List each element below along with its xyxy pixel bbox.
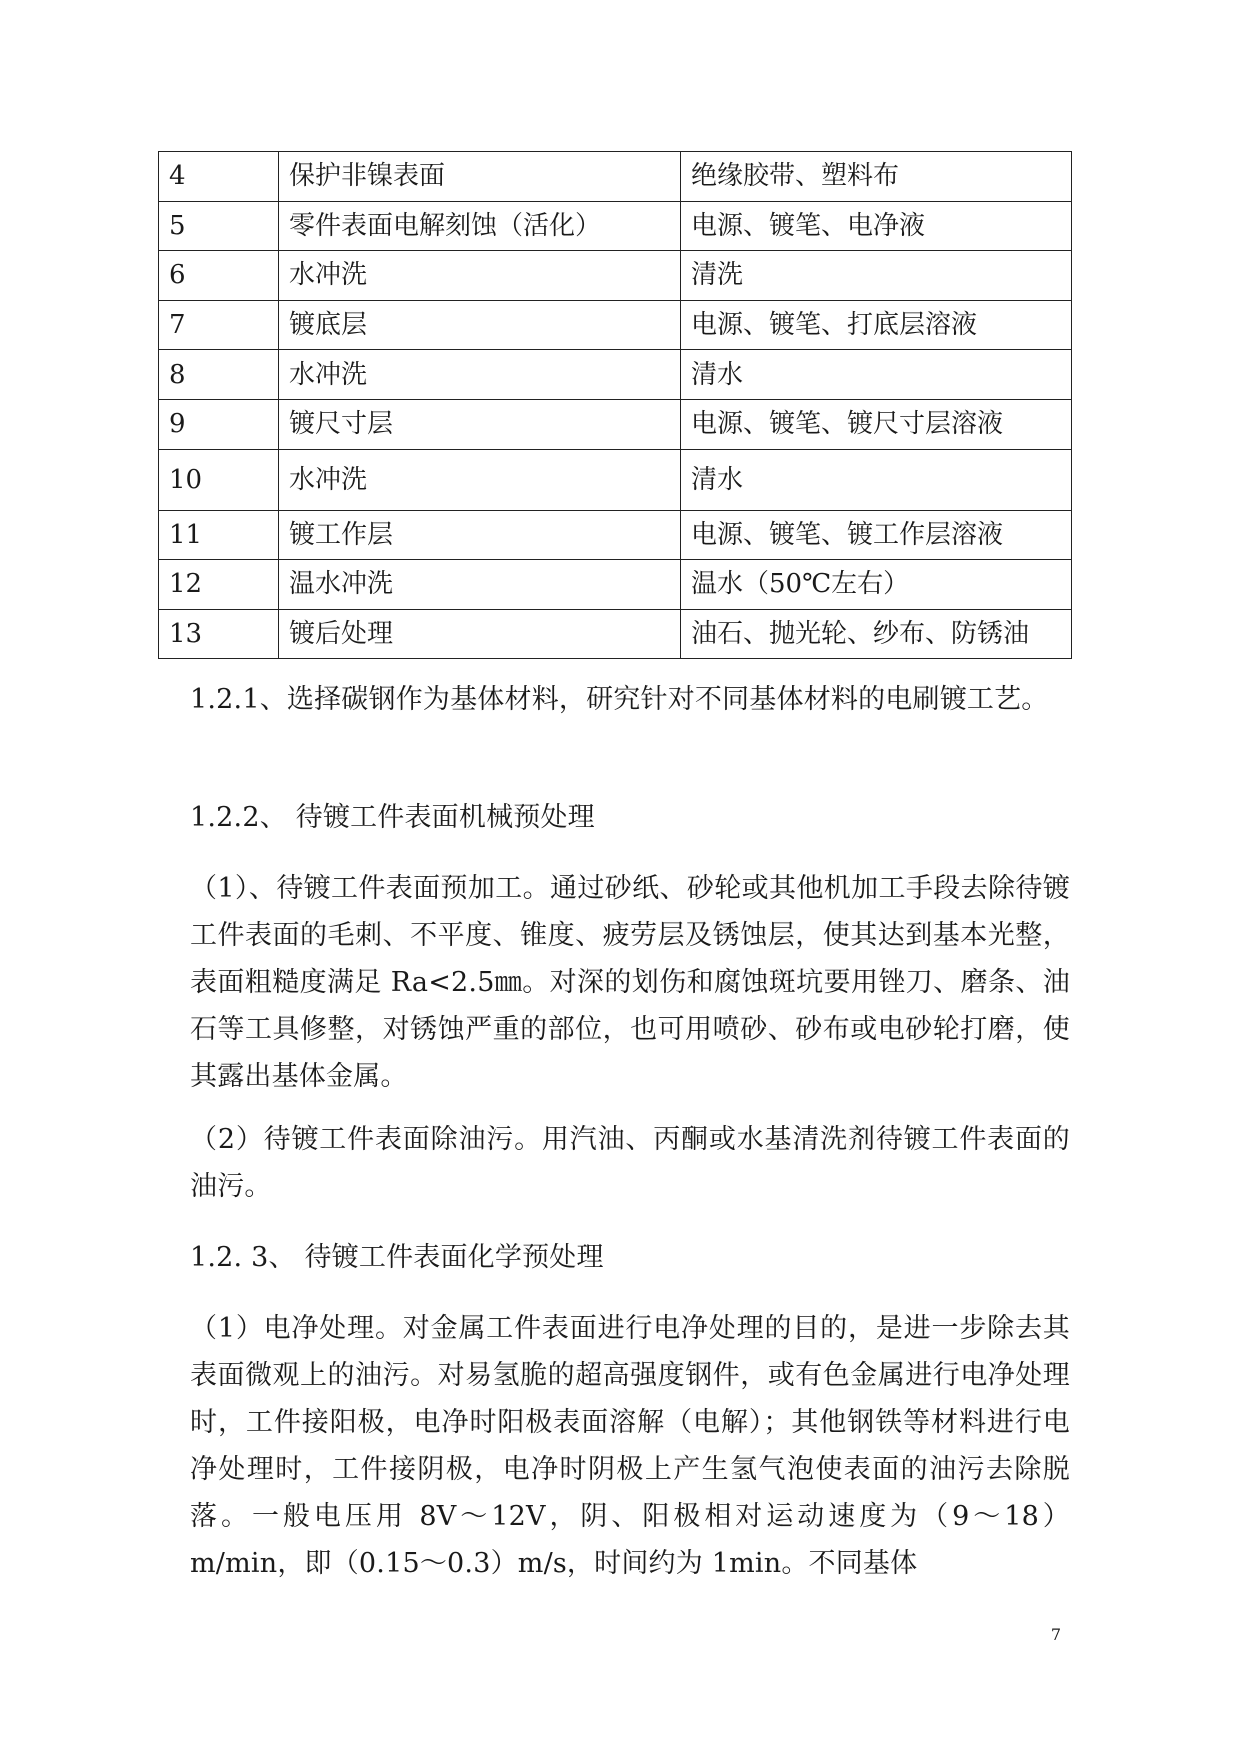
- step-number-cell: 5: [159, 201, 279, 251]
- step-name-cell: 水冲洗: [279, 350, 681, 400]
- step-number-cell: 12: [159, 560, 279, 610]
- table-row: [159, 251, 1072, 301]
- step-name-cell: 镀尺寸层: [279, 399, 681, 449]
- step-number-cell: 10: [159, 449, 279, 510]
- step-number-cell: 13: [159, 609, 279, 659]
- paragraph-1-2-1: 1.2.1、选择碳钢作为基体材料，研究针对不同基体材料的电刷镀工艺。: [190, 684, 1049, 715]
- step-number-cell: 9: [159, 399, 279, 449]
- table-row: [159, 201, 1072, 251]
- step-number-cell: 11: [159, 510, 279, 560]
- paragraph-surface-preprocessing: （1）、待镀工件表面预加工。通过砂纸、砂轮或其他机加工手段去除待镀工件表面的毛刺、不平度、锥度、疲劳层及锈蚀层，使其达到基本光整，表面粗糙度满足 Ra<2.5㎜。对深的划伤和腐蚀斑坑要用锉刀、磨条、油石等工具修整，对锈蚀严重的部位，也可用喷砂、砂布或电砂轮打磨，使其露出基体金属。: [190, 873, 1070, 1092]
- step-name-cell: 水冲洗: [279, 251, 681, 301]
- step-number-cell: 7: [159, 300, 279, 350]
- table-row: [159, 399, 1072, 449]
- step-name-cell: 镀底层: [279, 300, 681, 350]
- process-steps-table: [158, 151, 1072, 659]
- step-material-cell: 温水（50℃左右）: [681, 560, 1072, 610]
- table-row: [159, 510, 1072, 560]
- table-row: [159, 350, 1072, 400]
- step-number-cell: 6: [159, 251, 279, 301]
- table-row: [159, 449, 1072, 510]
- step-number-cell: 4: [159, 152, 279, 202]
- step-name-cell: 镀后处理: [279, 609, 681, 659]
- step-name-cell: 保护非镍表面: [279, 152, 681, 202]
- table-row: [159, 560, 1072, 610]
- step-material-cell: 电源、镀笔、镀尺寸层溶液: [681, 399, 1072, 449]
- heading-1-2-2: 1.2.2、 待镀工件表面机械预处理: [190, 802, 595, 833]
- step-material-cell: 清洗: [681, 251, 1072, 301]
- table-row: [159, 609, 1072, 659]
- step-name-cell: 镀工作层: [279, 510, 681, 560]
- step-name-cell: 温水冲洗: [279, 560, 681, 610]
- step-material-cell: 电源、镀笔、镀工作层溶液: [681, 510, 1072, 560]
- paragraph-degreasing: （2）待镀工件表面除油污。用汽油、丙酮或水基清洗剂待镀工件表面的油污。: [190, 1124, 1070, 1202]
- step-number-cell: 8: [159, 350, 279, 400]
- step-material-cell: 清水: [681, 449, 1072, 510]
- paragraph-electro-cleaning: （1）电净处理。对金属工件表面进行电净处理的目的，是进一步除去其表面微观上的油污。对易氢脆的超高强度钢件，或有色金属进行电净处理时，工件接阳极，电净时阳极表面溶解（电解）；其他钢铁等材料进行电净处理时，工件接阴极，电净时阴极上产生氢气泡使表面的油污去除脱落。一般电压用 8V～12V，阴、阳极相对运动速度为（9～18）m/min，即（0.15～0.3）m/s，时间约为 1min。不同基体: [190, 1313, 1070, 1579]
- step-material-cell: 电源、镀笔、电净液: [681, 201, 1072, 251]
- step-material-cell: 油石、抛光轮、纱布、防锈油: [681, 609, 1072, 659]
- step-name-cell: 水冲洗: [279, 449, 681, 510]
- table-row: [159, 300, 1072, 350]
- page-number: 7: [1050, 1625, 1061, 1644]
- step-material-cell: 清水: [681, 350, 1072, 400]
- table-row: [159, 152, 1072, 202]
- step-material-cell: 绝缘胶带、塑料布: [681, 152, 1072, 202]
- step-material-cell: 电源、镀笔、打底层溶液: [681, 300, 1072, 350]
- heading-1-2-3: 1.2. 3、 待镀工件表面化学预处理: [190, 1242, 604, 1273]
- step-name-cell: 零件表面电解刻蚀（活化）: [279, 201, 681, 251]
